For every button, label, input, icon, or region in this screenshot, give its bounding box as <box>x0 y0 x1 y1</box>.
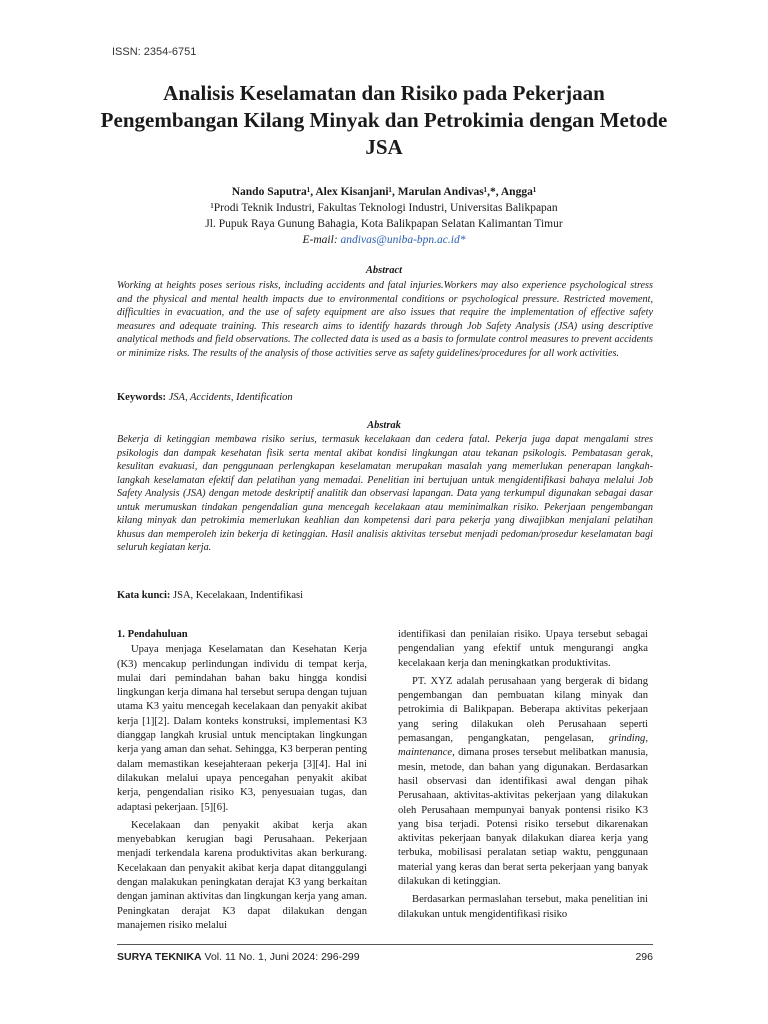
paragraph: Berdasarkan permaslahan tersebut, maka penelitian ini dilakukan untuk mengidentifikasi risiko <box>398 894 648 920</box>
abstrak-text: Bekerja di ketinggian membawa risiko serius, termasuk kecelakaan dan cedera fatal. Pekerja juga dapat mengalami stres psikologis dan dampak kesehatan fisik serta mental akibat kondisi lingkungan atau tekanan psikologis. Pembatasan gerak, kesulitan evakuasi, dan penggunaan perlengkapan keselamatan merupakan masalah yang memerlukan penerapan langkah-langkah keselamatan efektif dan pelatihan yang memadai. Penelitian ini bertujuan untuk mengidentifikasi bahaya melalui Job Safety Analysis (JSA) dengan metode deskriptif analitik dan observasi lapangan. Data yang terkumpul digunakan sebagai dasar untuk merumuskan tindakan pengendalian guna mencegah kecelakaan atau meminimalkan risiko. Pekerjaan pengembangan kilang minyak dan petrokimia memerlukan keahlian dan kompetensi dari para pekerja yang diwajibkan menjalani pelatihan khusus dan memperoleh izin bekerja di ketinggian. Hasil analisis aktivitas tersebut menjadi pedoman/prosedur keselamatan bagi seluruh kegiatan kerja. <box>117 434 653 553</box>
abstract-heading: Abstract <box>365 265 403 276</box>
paragraph <box>398 675 648 889</box>
keywords-line <box>117 392 653 403</box>
author-list: Nando Saputra¹, Alex Kisanjani¹, Marulan Andivas¹,*, Angga¹ <box>231 186 537 198</box>
page-number: 296 <box>635 951 653 963</box>
abstract-text: Working at heights poses serious risks, including accidents and fatal injuries.Workers may also experience psychological stress and the physical and mental health impacts due to environmental conditions or psychological pressure. Restricted movement, difficulties in evacuation, and the use of safety equipment are also issues that require the implementation of effective safety measures and adequate training. This research aims to identify hazards through Job Safety Analysis (JSA) using descriptive analytical methods and field observations. The collected data is used as a basis to formulate control measures to prevent accidents or minimize risks. The results of the analysis of those activities serve as safety guidelines/procedures for all work activities. <box>117 280 653 359</box>
affiliation-line-1: ¹Prodi Teknik Industri, Fakultas Teknologi Industri, Universitas Balikpapan <box>210 202 558 214</box>
kata-kunci-line <box>117 590 653 601</box>
paragraph: identifikasi dan penilaian risiko. Upaya tersebut sebagai pengendalian yang efektif untuk mengurangi angka kecelakaan kerja dan meningkatkan produktivitas. <box>398 629 648 669</box>
kata-kunci-values: JSA, Kecelakaan, Indentifikasi <box>170 590 304 601</box>
paragraph-italic-text: grinding, maintenance, <box>398 733 648 759</box>
affiliation-line-2: Jl. Pupuk Raya Gunung Bahagia, Kota Balikpapan Selatan Kalimantan Timur <box>205 218 563 230</box>
section-title: 1. Pendahuluan <box>117 629 188 640</box>
footer-journal-info <box>117 951 360 963</box>
body-column-right <box>398 628 648 926</box>
paragraph-text: PT. XYZ adalah perusahaan yang bergerak di bidang pengembangan dan pembuatan kilang minyak dan petrokimia di Balikpapan. Beberapa aktivitas pekerjaan yang sering dilakukan oleh Perusahaan seperti pemasangan, pengangkatan, pengelasan, <box>398 675 648 745</box>
email-link[interactable]: andivas@uniba-bpn.ac.id* <box>340 234 466 246</box>
issn-label: ISSN: 2354-6751 <box>112 46 197 58</box>
email-line <box>100 233 668 248</box>
journal-volume: Vol. 11 No. 1, Juni 2024: 296-299 <box>201 951 360 963</box>
journal-name: SURYA TEKNIKA <box>117 951 202 963</box>
paper-title: Analisis Keselamatan dan Risiko pada Pekerjaan Pengembangan Kilang Minyak dan Petrokimia dengan Metode JSA <box>100 81 668 159</box>
abstrak-heading: Abstrak <box>367 420 401 431</box>
kata-kunci-label: Kata kunci: <box>117 590 171 601</box>
keywords-label: Keywords: <box>117 392 166 403</box>
footer-divider <box>117 944 653 945</box>
paragraph-text: dimana proses tersebut melibatkan manusia, mesin, metode, dan bahan yang digunakan. Berdasarkan hasil observasi dan identifikasi awal dengan pihak Perusahaan, aktivitas-aktivitas pekerjaan yang dilakukan oleh Perusahaan mempunyai banyak pontensi risiko K3 yang bisa terjadi. Potensi risiko tersebut dikarenakan aktivitas pekerjaan banyak dilakukan diarea kerja yang terbuka, mobilisasi peralatan setiap waktu, penggunaan material yang keras dan berat serta pekerjaan yang banyak dilakukan di ketinggian. <box>398 747 648 888</box>
keywords-values: JSA, Accidents, Identification <box>166 392 293 403</box>
paragraph: Upaya menjaga Keselamatan dan Kesehatan Kerja (K3) mencakup perlindungan individu di tempat kerja, mulai dari pemindahan bahan baku hingga kondisi lingkungan kerja dimana hal tersebut serupa dengan tujuan utama K3 yaitu mencegah kecelakaan dan penyakit akibat kerja [1][2]. Dalam konteks konstruksi, implementasi K3 dianggap langkah krusial untuk menciptakan lingkungan kerja yang aman dan sehat. Sehingga, K3 berperan penting dalam memastikan kesejahteraan pekerja [3][4]. Hal ini dilakukan melalui upaya pencegahan penyakit akibat kerja, pengendalian risiko K3, penyesuaian tugas, dan adaptasi pekerjaan. [5][6]. <box>117 644 367 813</box>
body-column-left <box>117 628 367 937</box>
paragraph: Kecelakaan dan penyakit akibat kerja akan menyebabkan kerugian bagi Perusahaan. Pekerjaan menjadi terkendala karena produktivitas akan berkurang. Kecelakaan dan penyakit akibat kerja dapat ditanggulangi dengan malakukan peningkatan derajat K3 yang berkaitan dengan jaminan aktivitas dan lingkungan kerja yang aman. Peningkatan derajat K3 dapat dilakukan dengan manajemen risiko melalui <box>117 819 367 931</box>
email-label: E-mail: <box>302 234 341 246</box>
